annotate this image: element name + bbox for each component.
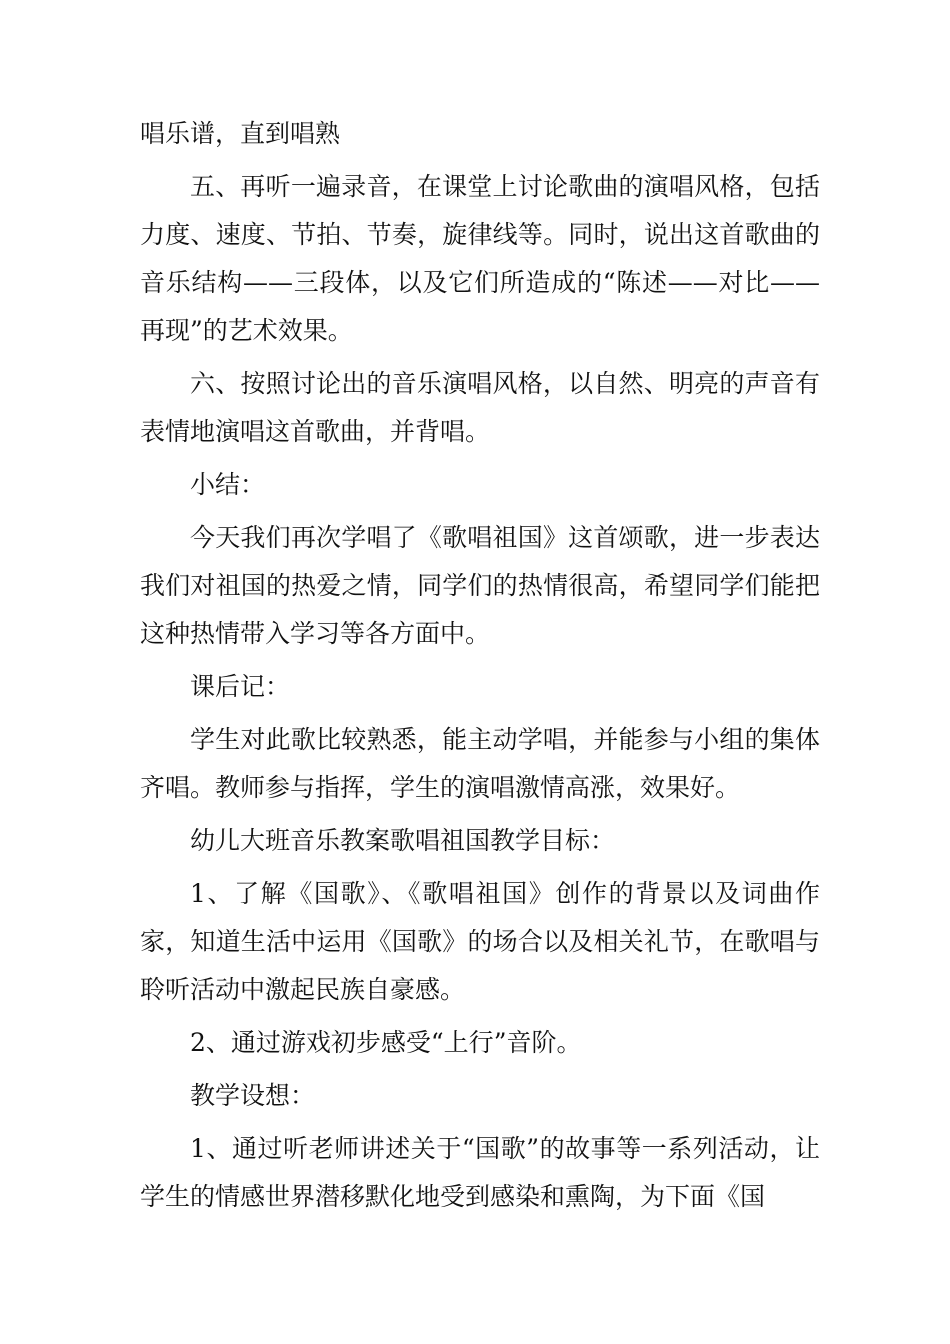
heading-afterclass-notes: 课后记： xyxy=(190,672,291,701)
teaching-idea-1: 1、通过听老师讲述关于“国歌”的故事等一系列活动，让学生的情感世界潜移默化地受到感染和熏陶，为下面《国 xyxy=(140,1134,820,1211)
paragraph-1: 唱乐谱，直到唱熟 xyxy=(140,119,341,148)
objective-2: 2、通过游戏初步感受“上行”音阶。 xyxy=(190,1028,582,1057)
heading-teaching-objectives: 幼儿大班音乐教案歌唱祖国教学目标： xyxy=(190,826,616,855)
objective-1: 1、了解《国歌》、《歌唱祖国》创作的背景以及词曲作家，知道生活中运用《国歌》的场合以及相关礼节，在歌唱与聆听活动中激起民族自豪感。 xyxy=(140,879,820,1004)
paragraph-2: 五、再听一遍录音，在课堂上讨论歌曲的演唱风格，包括力度、速度、节拍、节奏，旋律线等。同时，说出这首歌曲的音乐结构——三段体，以及它们所造成的“陈述——对比——再现”的艺术效果。 xyxy=(140,172,820,345)
heading-teaching-ideas: 教学设想： xyxy=(190,1081,316,1110)
paragraph-afterclass-notes: 学生对此歌比较熟悉，能主动学唱，并能参与小组的集体齐唱。教师参与指挥，学生的演唱激情高涨，效果好。 xyxy=(140,725,820,802)
paragraph-3: 六、按照讨论出的音乐演唱风格，以自然、明亮的声音有表情地演唱这首歌曲，并背唱。 xyxy=(140,369,820,446)
document-body xyxy=(140,110,820,1226)
paragraph-summary: 今天我们再次学唱了《歌唱祖国》这首颂歌，进一步表达我们对祖国的热爱之情，同学们的热情很高，希望同学们能把这种热情带入学习等各方面中。 xyxy=(140,523,820,648)
heading-summary: 小结： xyxy=(190,470,266,499)
